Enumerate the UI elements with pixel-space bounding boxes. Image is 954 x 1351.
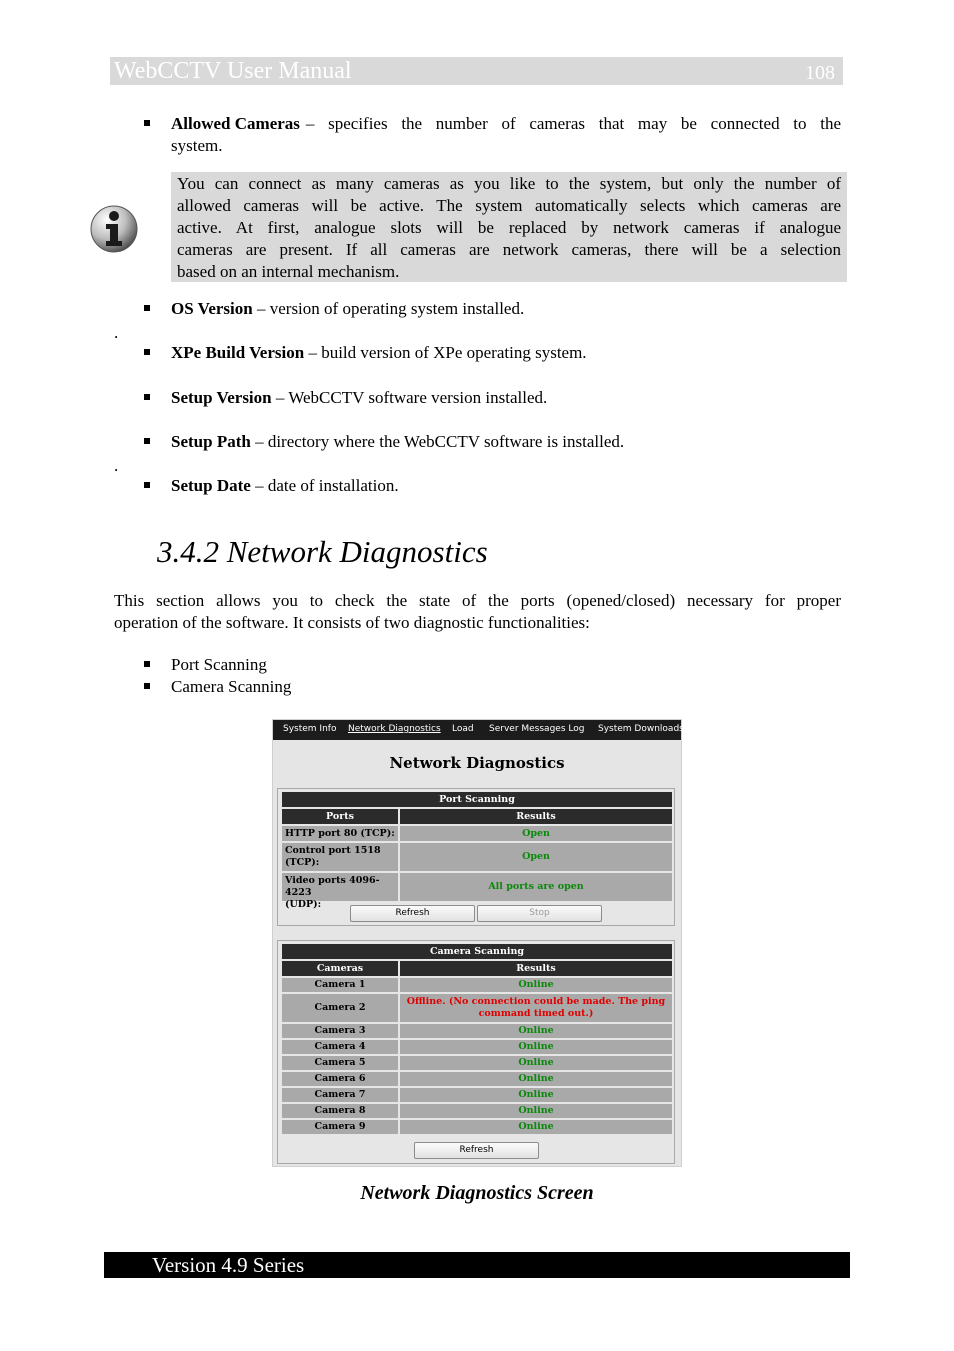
bullet-term: Setup Version	[171, 388, 272, 407]
table-row	[282, 1088, 672, 1102]
stray-dot: .	[114, 323, 119, 342]
top-nav-bar	[273, 720, 684, 740]
port-scanning-panel	[277, 788, 675, 926]
port-label-line: (UDP):	[285, 899, 322, 910]
bullet-desc: – WebCCTV software version installed.	[275, 388, 548, 407]
table-row	[282, 873, 672, 910]
col-header-results: Results	[400, 809, 672, 824]
bullet-desc: – date of installation.	[255, 476, 399, 495]
note-line: based on an internal mechanism.	[177, 262, 400, 281]
bullet-desc: – directory where the WebCCTV software is installed.	[255, 432, 625, 451]
table-row	[282, 994, 672, 1022]
manual-title: WebCCTV User Manual	[114, 58, 352, 84]
stray-dot: .	[114, 456, 119, 475]
camera-label: Camera 1	[282, 978, 398, 992]
table-row	[282, 843, 672, 871]
note-line: cameras are present. If all cameras are network cameras, there will be a selection	[177, 240, 841, 259]
bullet-marker	[144, 349, 150, 355]
camera-label: Camera 7	[282, 1088, 398, 1102]
intro-paragraph	[114, 590, 841, 634]
camera-label: Camera 9	[282, 1120, 398, 1134]
port-label-line: (TCP):	[285, 857, 320, 868]
page-number: 108	[805, 62, 835, 84]
bullet-desc: – version of operating system installed.	[256, 299, 525, 318]
bullet-marker	[144, 305, 150, 311]
port-label-line: Video ports 4096-4223	[285, 875, 380, 898]
port-label: HTTP port 80 (TCP):	[282, 826, 398, 841]
table-row	[282, 826, 672, 841]
note-line: allowed cameras will be active. The system automatically selects which cameras are	[177, 196, 841, 215]
bullet-term: OS Version	[171, 299, 253, 318]
port-result: Open	[400, 843, 672, 871]
table-row	[282, 1072, 672, 1086]
bullet-term: Setup Path	[171, 432, 251, 451]
bullet-marker	[144, 120, 150, 126]
camera-result: Online	[400, 1088, 672, 1102]
camera-label: Camera 4	[282, 1040, 398, 1054]
port-result: Open	[400, 826, 672, 841]
camera-scanning-panel	[277, 940, 675, 1164]
network-diagnostics-screenshot	[272, 719, 682, 1167]
nav-network-diagnostics[interactable]: Network Diagnostics	[348, 724, 441, 734]
screen-title: Network Diagnostics	[389, 754, 565, 772]
feature-item: Port Scanning	[171, 655, 267, 674]
table-header-row	[282, 961, 672, 976]
port-result: All ports are open	[400, 873, 672, 901]
camera-label: Camera 6	[282, 1072, 398, 1086]
bullet-marker	[144, 661, 150, 667]
camera-result-error	[400, 994, 672, 1022]
bullet-marker	[144, 438, 150, 444]
bullet-term: XPe Build Version	[171, 343, 305, 362]
port-scanning-title: Port Scanning	[282, 792, 672, 807]
bullet-desc-cont: system.	[171, 136, 223, 155]
table-header-row	[282, 809, 672, 824]
bullet-item	[171, 387, 547, 409]
error-line: Offline. (No connection could be made. The ping	[406, 996, 666, 1007]
table-row	[282, 1056, 672, 1070]
info-note	[171, 172, 847, 282]
bullet-term: Allowed Cameras	[171, 114, 300, 133]
note-line: active. At first, analogue slots will be replaced by network cameras if analogue	[177, 218, 841, 237]
camera-result: Online	[400, 1104, 672, 1118]
page-footer	[104, 1252, 850, 1278]
page-header	[110, 57, 843, 85]
bullet-desc: – specifies the number of cameras that may be connected to the	[305, 114, 841, 133]
port-label	[282, 843, 398, 871]
intro-line: This section allows you to check the state of the ports (opened/closed) necessary for proper	[114, 591, 841, 610]
intro-line: operation of the software. It consists of two diagnostic functionalities:	[114, 613, 590, 632]
camera-result: Online	[400, 1072, 672, 1086]
nav-server-messages-log[interactable]: Server Messages Log	[489, 724, 585, 734]
col-header-results: Results	[400, 961, 672, 976]
error-line: command timed out.)	[478, 1008, 594, 1019]
camera-label: Camera 3	[282, 1024, 398, 1038]
camera-result: Online	[400, 1040, 672, 1054]
bullet-marker	[144, 482, 150, 488]
port-label	[282, 873, 398, 910]
bullet-desc: – build version of XPe operating system.	[308, 343, 587, 362]
bullet-term: Setup Date	[171, 476, 251, 495]
port-refresh-button[interactable]: Refresh	[350, 905, 475, 922]
table-row	[282, 978, 672, 992]
nav-system-downloads[interactable]: System Downloads	[598, 724, 684, 734]
camera-label: Camera 2	[282, 994, 398, 1022]
table-row	[282, 1024, 672, 1038]
table-row	[282, 1104, 672, 1118]
table-row	[282, 1120, 672, 1134]
camera-scanning-title: Camera Scanning	[282, 944, 672, 959]
bullet-item	[171, 342, 587, 364]
col-header-cameras: Cameras	[282, 961, 398, 976]
camera-result: Online	[400, 978, 672, 992]
bullet-item	[171, 298, 524, 320]
nav-load[interactable]: Load	[452, 724, 474, 734]
camera-result: Online	[400, 1056, 672, 1070]
camera-refresh-button[interactable]: Refresh	[414, 1142, 539, 1159]
feature-item: Camera Scanning	[171, 677, 292, 696]
port-stop-button[interactable]: Stop	[477, 905, 602, 922]
note-line: You can connect as many cameras as you like to the system, but only the number of	[177, 174, 841, 193]
section-heading: 3.4.2 Network Diagnostics	[157, 534, 488, 569]
nav-system-info[interactable]: System Info	[283, 724, 337, 734]
info-icon	[88, 203, 140, 255]
port-label-line: Control port 1518	[285, 845, 381, 856]
bullet-item	[171, 475, 399, 497]
bullet-marker	[144, 394, 150, 400]
figure-caption: Network Diagnostics Screen	[360, 1182, 594, 1204]
camera-result: Online	[400, 1120, 672, 1134]
bullet-item	[171, 431, 624, 453]
bullet-marker	[144, 683, 150, 689]
camera-result: Online	[400, 1024, 672, 1038]
version-label: Version 4.9 Series	[152, 1253, 305, 1277]
table-row	[282, 1040, 672, 1054]
allowed-cameras-item	[171, 113, 841, 157]
camera-label: Camera 5	[282, 1056, 398, 1070]
col-header-ports: Ports	[282, 809, 398, 824]
camera-label: Camera 8	[282, 1104, 398, 1118]
